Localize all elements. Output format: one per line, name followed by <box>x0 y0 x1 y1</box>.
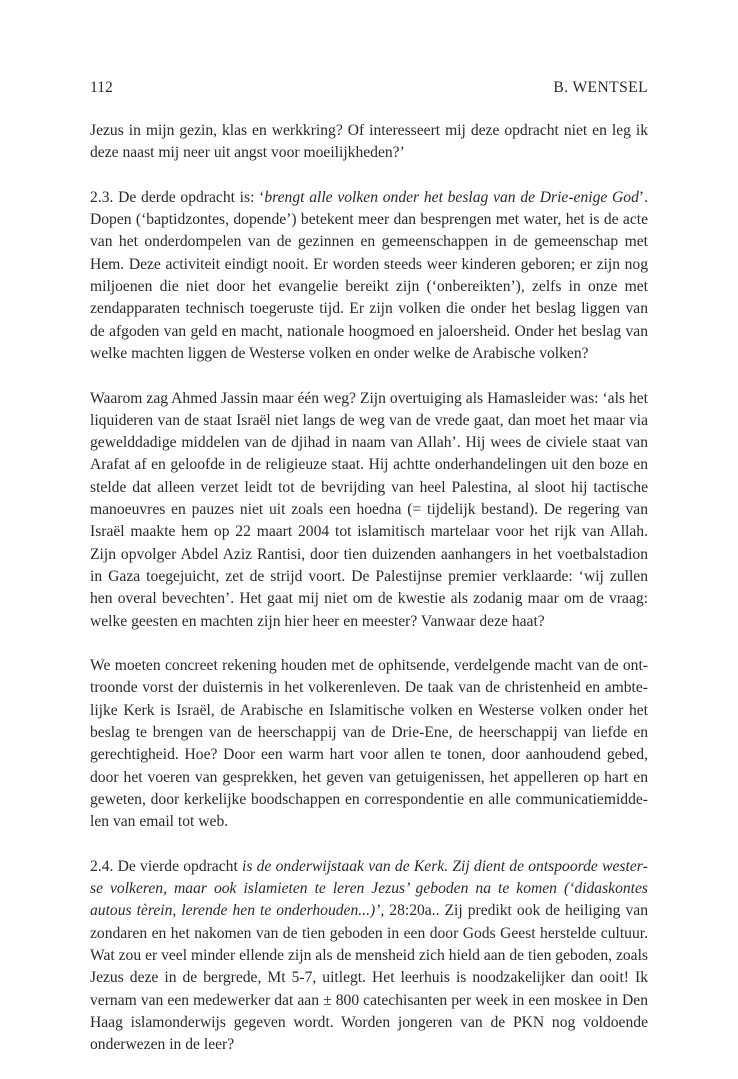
paragraph-3 <box>90 388 648 633</box>
text-segment: Jezus in mijn gezin, klas en werkkring? Of interesseert mij deze opdracht niet en leg ik deze naast mij neer uit angst voor moeilijkheden?’ <box>90 122 648 162</box>
book-page <box>90 77 648 1079</box>
paragraph-5 <box>90 856 648 1057</box>
text-segment: We moeten concreet rekening houden met de ophitsende, verdelgende macht van de onttroonde vorst der duisternis in het volkerenleven. De taak van de christenheid en ambtelijke Kerk is Israël, de Arabische en Islamitische volken en Westerse volken onder het beslag te brengen van de heerschappij van de Drie-Ene, de heerschappij van liefde en gerechtigheid. Hoe? Door een warm hart voor allen te tonen, door aanhoudend gebed, door het voeren van gesprekken, het geven van getuigenissen, het appelleren op hart en geweten, door kerkelijke boodschappen en correspondentie en alle communicatiemiddelen van email tot web. <box>90 657 648 831</box>
running-header <box>90 77 648 99</box>
italic-segment: brengt alle volken onder het beslag van de Drie-enige God <box>264 188 639 206</box>
text-segment: ’. Dopen (‘baptidzontes, dopende’) betekent meer dan besprengen met water, het is de acte van het onderdompelen van de gezinnen en gemeenschappen in de gemeenschap met Hem. Deze activiteit eindigt nooit. Er worden steeds weer kinderen geboren; er zijn nog miljoenen die niet door het evangelie bereikt zijn (‘onbereikten’), zelfs in onze met zendapparaten technisch toegeruste tijd. Er zijn volken die onder het beslag liggen van de afgoden van geld en macht, nationale hoogmoed en jaloersheid. Onder het beslag van welke machten liggen de Westerse volken en onder welke de Arabische volken? <box>90 188 648 362</box>
italic-segment: is de onderwijstaak van de Kerk. Zij dient de ontspoorde westerse volkeren, maar ook islamieten te leren Jezus’ geboden na te komen (‘didaskontes autous tèrein, lerende hen te onderhouden...)’, <box>90 857 648 920</box>
paragraph-1 <box>90 120 648 165</box>
text-segment: Waarom zag Ahmed Jassin maar één weg? Zijn overtuiging als Hamasleider was: ‘als het liquideren van de staat Israël niet langs de weg van de vrede gaat, dan moet het maar via gewelddadige middelen van de djihad in naam van Allah’. Hij wees de civiele staat van Arafat af en geloofde in de religieuze staat. Hij achtte onderhandelingen uit den boze en stelde dat alleen verzet leidt tot de bevrijding van heel Palestina, al sloot hij tactische manoeuvres en pauzes niet uit zoals een hoedna (= tijdelijk bestand). De regering van Israël maakte hem op 22 maart 2004 tot islamitisch martelaar voor het rijk van Allah. Zijn opvolger Abdel Aziz Rantisi, door tien duizenden aanhangers in het voetbalstadion in Gaza toegejuicht, zet de strijd voort. De Palestijnse premier verklaarde: ‘wij zullen hen overal bevechten’. Het gaat mij niet om de kwestie als zodanig maar om de vraag: welke geesten en machten zijn hier heer en meester? Vanwaar deze haat? <box>90 389 648 630</box>
paragraph-2 <box>90 187 648 365</box>
text-segment: 2.3. De derde opdracht is: ‘ <box>90 188 265 206</box>
text-segment: 28:20a.. Zij predikt ook de heiliging van zondaren en het nakomen van de tien geboden in een door Gods Geest herstelde cultuur. Wat zou er veel minder ellende zijn als de mensheid zich hield aan de tien geboden, zoals Jezus deze in de bergrede, Mt 5-7, uitlegt. Het leerhuis is noodzakelijker dan ooit! Ik vernam van een medewerker dat aan ± 800 catechisanten per week in een moskee in Den Haag islamonderwijs gegeven wordt. Worden jongeren van de PKN nog voldoende onderwezen in de leer? <box>90 902 648 1054</box>
page-number: 112 <box>90 79 113 96</box>
text-segment: 2.4. De vierde opdracht <box>90 857 243 875</box>
running-author: B. WENTSEL <box>553 79 648 96</box>
paragraph-4 <box>90 655 648 833</box>
